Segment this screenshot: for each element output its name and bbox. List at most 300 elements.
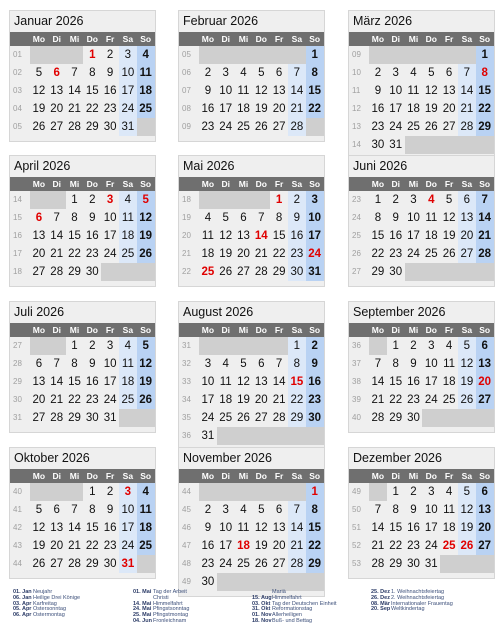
week-number: 50 <box>352 505 361 514</box>
day-cell: 4 <box>137 46 155 64</box>
day-cell: 16 <box>201 103 215 115</box>
day-cell: 11 <box>407 85 420 97</box>
weekday-label: Do <box>86 34 98 44</box>
day-cell: 2 <box>89 340 96 352</box>
week-row <box>179 427 324 445</box>
weekday-label: Mi <box>238 325 249 335</box>
empty-cell <box>476 555 494 573</box>
week-number: 21 <box>182 249 191 258</box>
weekday-label: Mi <box>69 34 80 44</box>
weekday-label: So <box>479 325 491 335</box>
week-row <box>10 191 155 209</box>
day-cell: 8 <box>476 64 494 82</box>
weekday-label: Di <box>391 34 400 44</box>
day-cell: 12 <box>137 209 155 227</box>
day-cell: 25 <box>119 245 137 263</box>
day-cell: 26 <box>32 121 46 133</box>
weekday-header <box>179 177 324 191</box>
week-number: 13 <box>352 122 361 131</box>
day-cell: 8 <box>71 212 78 224</box>
day-cell: 2 <box>106 486 114 498</box>
week-number: 53 <box>352 559 361 568</box>
day-cell: 21 <box>371 540 385 552</box>
day-cell: 2 <box>89 194 96 206</box>
legend-date: 24. Mai <box>133 606 152 613</box>
week-row <box>349 409 494 427</box>
week-number: 14 <box>13 195 22 204</box>
day-cell: 27 <box>272 121 286 133</box>
empty-cell <box>288 573 306 591</box>
empty-cell <box>458 263 476 281</box>
day-cell: 6 <box>476 483 494 501</box>
day-cell: 1 <box>71 194 78 206</box>
week-row <box>179 209 324 227</box>
day-cell: 17 <box>219 103 233 115</box>
empty-cell <box>48 191 66 209</box>
legend-date: 04. Jun <box>133 617 152 624</box>
week-number: 48 <box>182 559 191 568</box>
week-number: 51 <box>352 523 361 532</box>
day-cell: 25 <box>137 537 155 555</box>
day-cell: 26 <box>424 121 438 133</box>
week-number: 10 <box>352 68 361 77</box>
weekday-label: Di <box>52 179 61 189</box>
legend-entry <box>133 619 189 625</box>
day-cell: 1 <box>71 340 78 352</box>
day-cell: 18 <box>137 519 155 537</box>
day-cell: 20 <box>442 103 456 115</box>
week-row <box>10 118 155 136</box>
day-cell: 13 <box>442 85 456 97</box>
week-number: 03 <box>13 86 22 95</box>
day-cell: 4 <box>445 340 453 352</box>
day-cell: 20 <box>50 103 64 115</box>
empty-cell <box>288 483 306 501</box>
day-cell: 15 <box>85 85 99 97</box>
weekday-label: Mi <box>408 325 419 335</box>
week-number: 12 <box>352 104 361 113</box>
day-cell: 11 <box>219 376 232 388</box>
day-cell: 8 <box>71 358 78 370</box>
week-row <box>10 64 155 82</box>
empty-cell <box>387 46 405 64</box>
empty-cell <box>66 46 84 64</box>
day-cell: 21 <box>68 540 81 552</box>
day-cell: 21 <box>254 248 268 260</box>
day-cell: 4 <box>428 194 435 206</box>
weekday-label: Do <box>86 179 98 189</box>
day-cell: 14 <box>50 376 64 388</box>
week-number: 05 <box>182 50 191 59</box>
day-cell: 24 <box>219 558 233 570</box>
day-cell: 9 <box>204 85 212 97</box>
week-number: 16 <box>13 231 22 240</box>
day-cell: 31 <box>119 555 137 573</box>
day-cell: 10 <box>219 85 233 97</box>
day-cell: 12 <box>219 230 233 242</box>
day-cell: 2 <box>106 49 114 61</box>
day-cell: 28 <box>254 266 268 278</box>
empty-cell <box>476 136 494 154</box>
weekday-label: Di <box>391 325 400 335</box>
day-cell: 24 <box>389 121 403 133</box>
day-cell: 6 <box>458 191 476 209</box>
day-cell: 3 <box>222 67 229 79</box>
empty-cell <box>422 46 440 64</box>
legend-holiday-name: Allerheiligen <box>272 612 302 619</box>
day-cell: 10 <box>424 358 438 370</box>
weekday-label: Do <box>425 34 437 44</box>
day-cell: 18 <box>442 376 456 388</box>
day-cell: 27 <box>50 558 64 570</box>
week-row <box>349 46 494 64</box>
day-cell: 23 <box>288 245 306 263</box>
day-cell: 6 <box>275 67 283 79</box>
day-cell: 18 <box>237 103 250 115</box>
legend-holiday-name: Christi <box>153 594 169 601</box>
empty-cell <box>369 46 387 64</box>
day-cell: 10 <box>424 504 438 516</box>
day-cell: 22 <box>85 540 99 552</box>
day-cell: 8 <box>288 355 306 373</box>
day-cell: 3 <box>410 194 417 206</box>
day-cell: 9 <box>89 212 96 224</box>
day-cell: 18 <box>219 394 233 406</box>
empty-cell <box>199 483 217 501</box>
day-cell: 7 <box>476 191 494 209</box>
weekday-label: Di <box>52 34 61 44</box>
weekday-label: Mi <box>69 179 80 189</box>
day-cell: 16 <box>201 540 215 552</box>
day-cell: 10 <box>103 212 117 224</box>
legend-holiday-name: Pfingstsonntag <box>153 606 190 613</box>
weekday-label: Di <box>221 471 230 481</box>
day-cell: 6 <box>275 504 283 516</box>
week-number: 37 <box>352 359 361 368</box>
day-cell: 26 <box>458 391 476 409</box>
day-cell: 9 <box>392 212 399 224</box>
empty-cell <box>30 46 48 64</box>
day-cell: 10 <box>407 212 420 224</box>
day-cell: 18 <box>237 540 250 552</box>
week-number: 45 <box>182 505 191 514</box>
day-cell: 18 <box>119 227 137 245</box>
week-row <box>349 555 494 573</box>
day-cell: 5 <box>35 504 43 516</box>
empty-cell <box>422 263 440 281</box>
empty-cell <box>440 46 458 64</box>
empty-cell <box>440 263 458 281</box>
week-row <box>10 373 155 391</box>
day-cell: 4 <box>222 358 229 370</box>
month-block <box>9 10 156 142</box>
day-cell: 12 <box>458 501 476 519</box>
month-title: September 2026 <box>353 305 446 319</box>
week-row <box>349 191 494 209</box>
day-cell: 21 <box>476 227 494 245</box>
day-cell: 14 <box>288 82 306 100</box>
day-cell: 4 <box>204 212 212 224</box>
week-number: 30 <box>13 395 22 404</box>
day-cell: 27 <box>476 537 494 555</box>
day-cell: 23 <box>201 121 215 133</box>
day-cell: 28 <box>288 555 306 573</box>
week-row <box>179 555 324 573</box>
week-row <box>349 537 494 555</box>
empty-cell <box>199 191 217 209</box>
week-number: 49 <box>352 487 361 496</box>
day-cell: 31 <box>119 118 137 136</box>
day-cell: 1 <box>306 46 324 64</box>
month-block <box>178 10 325 142</box>
week-row <box>10 519 155 537</box>
day-cell: 3 <box>204 358 212 370</box>
day-cell: 18 <box>137 82 155 100</box>
day-cell: 12 <box>254 85 268 97</box>
weekday-label: Sa <box>291 179 303 189</box>
legend-holiday-name: Weltkindertag <box>391 606 425 613</box>
week-number: 39 <box>352 395 361 404</box>
weekday-label: Mo <box>32 471 46 481</box>
legend-date: 01. Nov <box>252 612 272 619</box>
day-cell: 30 <box>389 266 403 278</box>
day-cell: 13 <box>458 209 476 227</box>
day-cell: 1 <box>275 194 283 206</box>
legend-date: 05. Apr <box>13 606 32 613</box>
day-cell: 20 <box>458 227 476 245</box>
empty-cell <box>252 191 270 209</box>
day-cell: 10 <box>201 376 215 388</box>
day-cell: 22 <box>306 100 324 118</box>
month-block <box>348 10 495 160</box>
week-number: 06 <box>182 68 191 77</box>
week-number: 14 <box>352 140 361 149</box>
week-number: 38 <box>352 377 361 386</box>
week-number: 40 <box>13 487 22 496</box>
day-cell: 20 <box>50 540 64 552</box>
day-cell: 14 <box>288 519 306 537</box>
day-cell: 29 <box>306 555 324 573</box>
week-number: 42 <box>13 523 22 532</box>
day-cell: 6 <box>35 358 43 370</box>
day-cell: 18 <box>119 373 137 391</box>
week-row <box>179 337 324 355</box>
week-row <box>349 100 494 118</box>
empty-cell <box>405 263 423 281</box>
weekday-label: Mo <box>371 471 385 481</box>
day-cell: 27 <box>458 245 476 263</box>
weekday-label: So <box>479 471 491 481</box>
day-cell: 23 <box>407 540 420 552</box>
day-cell: 22 <box>389 394 403 406</box>
empty-cell <box>217 46 235 64</box>
week-row <box>179 263 324 281</box>
weekday-header <box>10 323 155 337</box>
weekday-label: Mo <box>32 34 46 44</box>
empty-cell <box>30 191 48 209</box>
legend-holiday-name: 2. Weihnachtsfeiertag <box>391 594 445 601</box>
empty-cell <box>66 483 84 501</box>
day-cell: 16 <box>407 522 420 534</box>
empty-cell <box>235 46 253 64</box>
day-cell: 23 <box>85 394 99 406</box>
day-cell: 21 <box>50 394 64 406</box>
day-cell: 5 <box>258 504 265 516</box>
day-cell: 17 <box>103 376 117 388</box>
week-row <box>349 483 494 501</box>
week-number: 09 <box>352 50 361 59</box>
day-cell: 20 <box>237 248 250 260</box>
day-cell: 8 <box>306 501 324 519</box>
day-cell: 29 <box>85 121 99 133</box>
weekday-label: Mi <box>238 471 249 481</box>
week-row <box>349 519 494 537</box>
day-cell: 26 <box>254 121 268 133</box>
weekday-label: Sa <box>291 325 303 335</box>
empty-cell <box>30 483 48 501</box>
day-cell: 13 <box>32 376 46 388</box>
week-number: 28 <box>13 359 22 368</box>
day-cell: 1 <box>306 483 324 501</box>
week-row <box>349 263 494 281</box>
day-cell: 28 <box>272 412 286 424</box>
empty-cell <box>199 337 217 355</box>
day-cell: 12 <box>458 355 476 373</box>
day-cell: 23 <box>85 248 99 260</box>
day-cell: 4 <box>240 504 247 516</box>
day-cell: 2 <box>410 486 417 498</box>
day-cell: 19 <box>254 540 268 552</box>
empty-cell <box>270 483 288 501</box>
week-number: 36 <box>182 431 191 440</box>
day-cell: 1 <box>392 340 399 352</box>
empty-cell <box>48 483 66 501</box>
day-cell: 29 <box>288 409 306 427</box>
empty-cell <box>270 46 288 64</box>
weekday-label: Sa <box>122 325 134 335</box>
day-cell: 30 <box>288 263 306 281</box>
empty-cell <box>440 409 458 427</box>
week-number: 20 <box>182 231 191 240</box>
week-row <box>349 118 494 136</box>
day-cell: 10 <box>219 522 233 534</box>
weekday-header <box>10 32 155 46</box>
day-cell: 25 <box>442 394 456 406</box>
month-title: Juni 2026 <box>353 159 408 173</box>
day-cell: 23 <box>389 248 403 260</box>
week-number: 40 <box>352 413 361 422</box>
day-cell: 3 <box>222 504 229 516</box>
week-row <box>349 209 494 227</box>
empty-cell <box>476 263 494 281</box>
day-cell: 12 <box>137 355 155 373</box>
day-cell: 24 <box>424 540 438 552</box>
week-number: 31 <box>13 413 22 422</box>
legend-column <box>252 590 337 625</box>
empty-cell <box>440 136 458 154</box>
day-cell: 27 <box>237 266 250 278</box>
day-cell: 2 <box>374 67 382 79</box>
day-cell: 7 <box>288 64 306 82</box>
weekday-label: Do <box>425 179 437 189</box>
week-row <box>179 46 324 64</box>
day-cell: 28 <box>371 558 385 570</box>
day-cell: 11 <box>443 358 456 370</box>
day-cell: 9 <box>374 85 382 97</box>
week-row <box>349 501 494 519</box>
legend-column <box>13 590 80 619</box>
day-cell: 9 <box>89 358 96 370</box>
week-number: 09 <box>182 122 191 131</box>
day-cell: 18 <box>442 522 456 534</box>
legend-date: 25. Mai <box>133 612 152 619</box>
day-cell: 22 <box>272 248 286 260</box>
day-cell: 2 <box>392 194 399 206</box>
legend-date: 03. Okt <box>252 600 271 607</box>
day-cell: 15 <box>272 230 286 242</box>
day-cell: 23 <box>407 394 420 406</box>
day-cell: 8 <box>392 504 399 516</box>
day-cell: 23 <box>103 103 117 115</box>
day-cell: 4 <box>445 486 453 498</box>
day-cell: 6 <box>240 212 247 224</box>
week-row <box>10 355 155 373</box>
day-cell: 17 <box>424 376 438 388</box>
day-cell: 25 <box>237 121 250 133</box>
week-row <box>10 46 155 64</box>
week-row <box>179 501 324 519</box>
empty-cell <box>137 409 155 427</box>
day-cell: 7 <box>374 504 382 516</box>
day-cell: 19 <box>137 227 155 245</box>
weekday-label: Di <box>221 34 230 44</box>
day-cell: 5 <box>35 67 43 79</box>
day-cell: 4 <box>410 67 417 79</box>
day-cell: 27 <box>254 412 268 424</box>
day-cell: 10 <box>389 85 403 97</box>
day-cell: 11 <box>137 64 155 82</box>
week-row <box>179 537 324 555</box>
day-cell: 3 <box>428 486 435 498</box>
day-cell: 5 <box>240 358 247 370</box>
day-cell: 6 <box>445 67 453 79</box>
day-cell: 20 <box>476 373 494 391</box>
week-row <box>10 483 155 501</box>
day-cell: 24 <box>424 394 438 406</box>
empty-cell <box>235 337 253 355</box>
week-number: 04 <box>13 104 22 113</box>
day-cell: 19 <box>424 103 438 115</box>
legend-date: 01. Jan <box>13 589 32 595</box>
day-cell: 4 <box>240 67 247 79</box>
day-cell: 24 <box>119 537 137 555</box>
week-number: 22 <box>182 267 191 276</box>
day-cell: 17 <box>389 103 403 115</box>
weekday-header <box>179 32 324 46</box>
weekday-label: Mi <box>408 179 419 189</box>
legend-holiday-name: Heilige Drei Könige <box>33 594 81 601</box>
day-cell: 1 <box>374 194 382 206</box>
day-cell: 17 <box>424 522 438 534</box>
weekday-header <box>349 469 494 483</box>
day-cell: 4 <box>137 483 155 501</box>
day-cell: 3 <box>428 340 435 352</box>
empty-cell <box>458 46 476 64</box>
day-cell: 15 <box>68 376 81 388</box>
weekday-label: Do <box>86 325 98 335</box>
day-cell: 1 <box>392 486 399 498</box>
legend-holiday-name: Himmelfahrt <box>272 594 302 601</box>
